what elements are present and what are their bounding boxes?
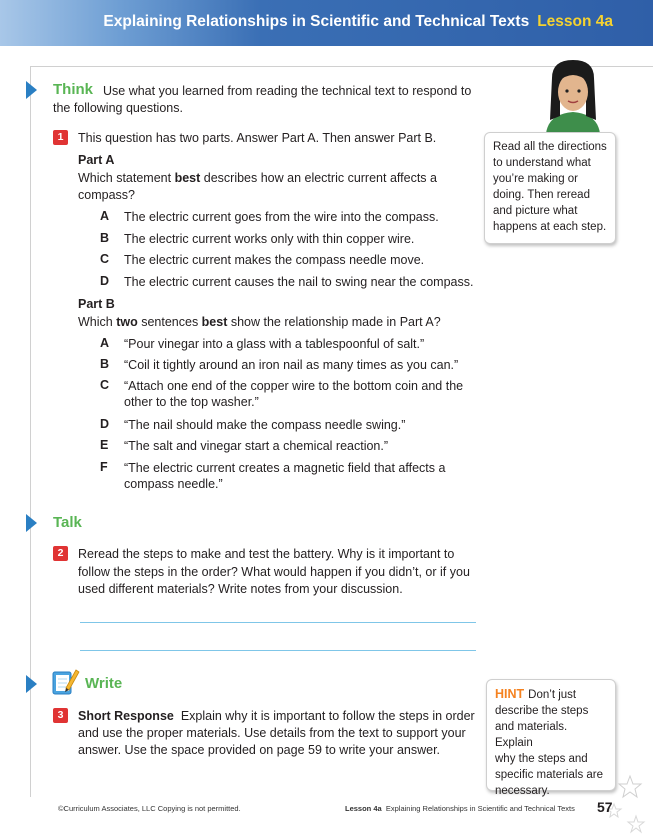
lesson-title-text: Explaining Relationships in Scientific and Technical Texts: [103, 13, 530, 30]
part-b-option-text[interactable]: “The nail should make the compass needle swing.”: [124, 418, 406, 432]
part-b-option-text[interactable]: “The electric current creates a magnetic field that affects a: [124, 461, 446, 475]
question-3-text-cont: and use the proper materials. Use details from the text to support your: [78, 726, 466, 740]
question-2-text-cont: follow the steps in the order? What would happen if you didn’t, or if you: [78, 565, 470, 579]
question-1-badge: 1: [53, 130, 68, 145]
part-a-option-text[interactable]: The electric current causes the nail to swing near the compass.: [124, 275, 474, 289]
part-a-question: [78, 170, 478, 187]
part-b-option-text[interactable]: “The salt and vinegar start a chemical reaction.”: [124, 439, 389, 453]
question-3-badge: 3: [53, 708, 68, 723]
notes-line[interactable]: [80, 622, 476, 623]
part-a-label: Part A: [78, 153, 115, 167]
tip-line: Read all the directions: [493, 141, 607, 153]
hint-line: why the steps and: [495, 753, 588, 765]
part-a-q-text-post: describes how an electric current affects a: [200, 171, 437, 185]
write-marker-icon: [26, 675, 37, 693]
think-heading: Think: [53, 81, 93, 98]
part-a-option-letter[interactable]: D: [100, 274, 110, 288]
part-b-option-letter[interactable]: C: [100, 378, 110, 392]
hint-line: describe the steps: [495, 705, 589, 717]
question-3-text-line: Explain why it is important to follow the steps in order: [180, 709, 475, 723]
question-3-text-cont: answer. Use the space provided on page 59 to write your answer.: [78, 743, 441, 757]
part-a-question-cont: compass?: [78, 188, 135, 202]
student-character-icon: [538, 58, 608, 134]
part-a-option-letter[interactable]: A: [100, 209, 110, 223]
part-a-option-text[interactable]: The electric current works only with thin copper wire.: [124, 232, 415, 246]
part-b-option-letter[interactable]: B: [100, 357, 110, 371]
part-a-q-text: Which statement: [78, 171, 175, 185]
part-b-question: [78, 314, 478, 331]
hint-label: HINT: [495, 687, 525, 701]
talk-marker-icon: [26, 514, 37, 532]
part-b-option-text-cont[interactable]: compass needle.”: [124, 477, 223, 491]
part-b-option-letter[interactable]: A: [100, 336, 110, 350]
part-a-option-letter[interactable]: C: [100, 252, 110, 266]
hint-line: and materials. Explain: [495, 721, 568, 749]
part-b-q-text: show the relationship made in Part A?: [227, 315, 441, 329]
tip-line: and picture what: [493, 205, 578, 217]
lesson-footer: [345, 804, 575, 813]
tip-callout: [484, 132, 616, 244]
part-b-option-text[interactable]: “Attach one end of the copper wire to the bottom coin and the: [124, 379, 464, 393]
question-1-prompt: This question has two parts. Answer Part A. Then answer Part B.: [78, 131, 437, 145]
part-b-option-letter[interactable]: F: [100, 460, 108, 474]
hint-first-line: [495, 686, 607, 703]
question-2-text: Reread the steps to make and test the battery. Why is it important to: [78, 547, 455, 561]
write-heading: Write: [85, 675, 123, 692]
part-b-option-text-cont[interactable]: other to the top washer.”: [124, 395, 259, 409]
part-b-q-bold: two: [116, 315, 138, 329]
question-2-text-cont: used different materials? Write notes from your discussion.: [78, 582, 403, 596]
lesson-title: [103, 13, 613, 31]
part-a-q-bold: best: [174, 171, 201, 185]
lesson-number: Lesson 4a: [537, 13, 613, 30]
lesson-header-bar: [0, 0, 653, 46]
question-3-text: [78, 708, 478, 725]
hint-line: Don’t just: [528, 689, 577, 701]
notes-line[interactable]: [80, 650, 476, 651]
part-b-option-text[interactable]: “Coil it tightly around an iron nail as many times as you can.”: [124, 358, 459, 372]
talk-heading: Talk: [53, 514, 82, 531]
tip-line: doing. Then reread: [493, 189, 590, 201]
notebook-pencil-icon: [50, 666, 80, 696]
part-b-q-bold: best: [201, 315, 228, 329]
hint-line: specific materials are: [495, 769, 604, 781]
part-a-option-text[interactable]: The electric current goes from the wire into the compass.: [124, 210, 439, 224]
footer-lesson-number: Lesson 4a: [345, 804, 382, 813]
part-b-option-letter[interactable]: D: [100, 417, 110, 431]
short-response-label: Short Response: [78, 709, 174, 723]
hint-callout: [486, 679, 616, 797]
tip-line: to understand what: [493, 157, 591, 169]
think-intro-cont: the following questions.: [53, 101, 183, 115]
hint-line: necessary.: [495, 785, 550, 797]
question-2-badge: 2: [53, 546, 68, 561]
think-intro: Use what you learned from reading the technical text to respond to: [103, 84, 472, 98]
tip-line: you’re making or: [493, 173, 579, 185]
part-a-option-text[interactable]: The electric current makes the compass needle move.: [124, 253, 425, 267]
part-b-option-text[interactable]: “Pour vinegar into a glass with a tablespoonful of salt.”: [124, 337, 425, 351]
copyright-footer: ©Curriculum Associates, LLC Copying is not permitted.: [58, 804, 241, 813]
part-b-q-text: Which: [78, 315, 117, 329]
part-b-label: Part B: [78, 297, 115, 311]
think-marker-icon: [26, 81, 37, 99]
page-number: 57: [597, 799, 613, 815]
tip-line: happens at each step.: [493, 221, 607, 233]
part-a-option-letter[interactable]: B: [100, 231, 110, 245]
part-b-q-text: sentences: [137, 315, 202, 329]
footer-lesson-title: Explaining Relationships in Scientific and Technical Texts: [385, 804, 575, 813]
part-b-option-letter[interactable]: E: [100, 438, 109, 452]
